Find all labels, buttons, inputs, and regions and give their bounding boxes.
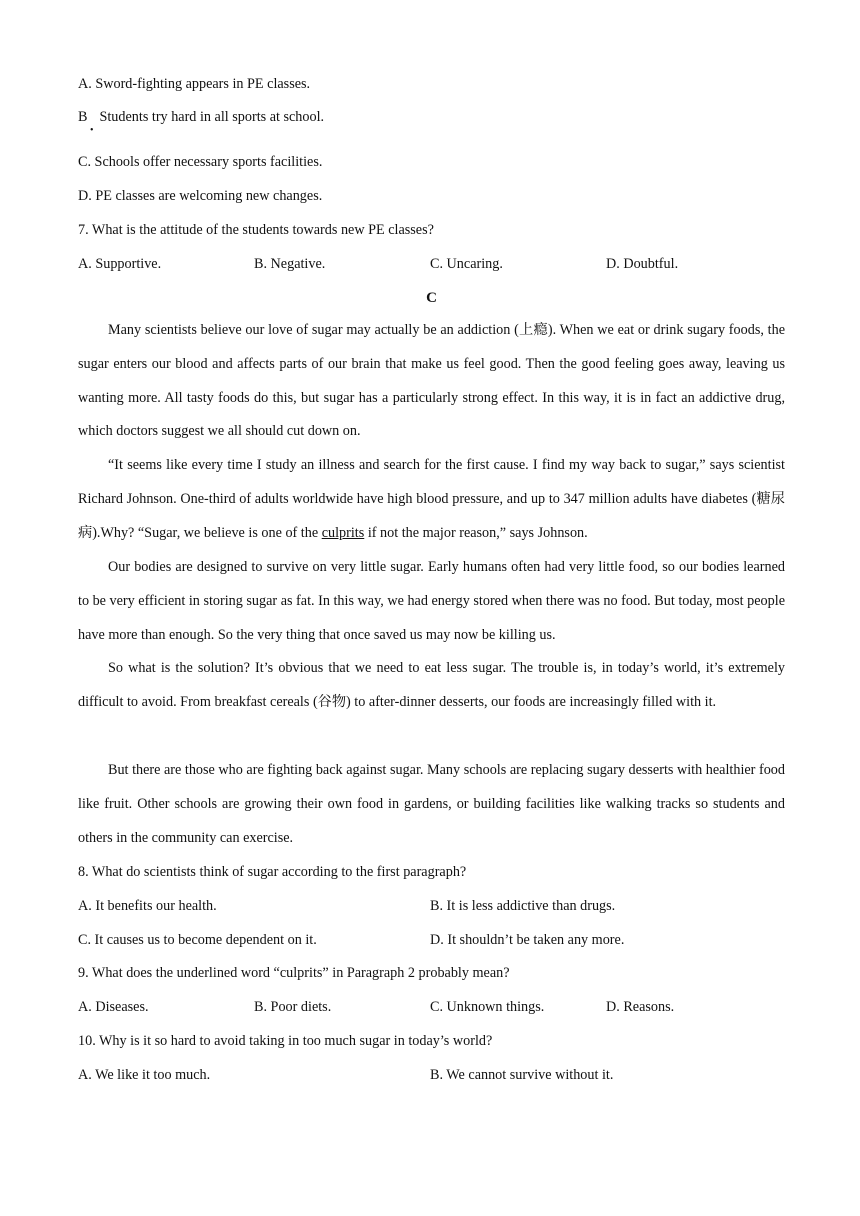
q7-option-b: B. Negative. xyxy=(254,256,326,272)
q8-option-c: C. It causes us to become dependent on it. xyxy=(78,932,317,948)
q9-question: 9. What does the underlined word “culprits” in Paragraph 2 probably mean? xyxy=(78,965,510,981)
q10-option-b: B. We cannot survive without it. xyxy=(430,1067,614,1083)
q6-option-b-text: Students try hard in all sports at school. xyxy=(99,109,325,125)
q7-option-d: D. Doubtful. xyxy=(606,256,679,272)
q6-option-b-letter: B xyxy=(78,109,88,125)
paragraph-2-text-start: “It seems like every time I study an illness and search for the first cause. I find my way back to sugar,” says scientist Richard Johnson. One-third of adults worldwide have high blood pressure, and up to 347 million adults have diabetes (糖尿病).Why? “Sugar, we believe is one of the xyxy=(78,457,785,541)
exam-page xyxy=(78,0,785,1216)
q9-option-c: C. Unknown things. xyxy=(430,999,545,1015)
q7-option-a: A. Supportive. xyxy=(78,256,162,272)
q8-question: 8. What do scientists think of sugar according to the first paragraph? xyxy=(78,864,467,880)
paragraph-2-text-end: if not the major reason,” says Johnson. xyxy=(364,524,588,541)
passage-paragraph-3: Our bodies are designed to survive on very little sugar. Early humans often had very little food, so our bodies learned to be very efficient in storing sugar as fat. In this way, we had energy stored when there was no food. But today, most people have more than enough. So the very thing that once saved us may now be killing us. xyxy=(78,559,785,643)
q8-option-b: B. It is less addictive than drugs. xyxy=(430,898,616,914)
q10-question: 10. Why is it so hard to avoid taking in too much sugar in today’s world? xyxy=(78,1033,493,1049)
q7-question: 7. What is the attitude of the students towards new PE classes? xyxy=(78,222,434,238)
passage-paragraph-4: So what is the solution? It’s obvious that we need to eat less sugar. The trouble is, in today’s world, it’s extremely difficult to avoid. From breakfast cereals (谷物) to after-dinner desserts, our foods are increasingly filled with it. xyxy=(78,660,785,710)
passage-paragraph-1: Many scientists believe our love of sugar may actually be an addiction (上瘾). When we eat or drink sugary foods, the sugar enters our blood and affects parts of our brain that make us feel good. Then the good feeling goes away, leaving us wanting more. All tasty foods do this, but sugar has a particularly strong effect. In this way, it is in fact an addictive drug, which doctors suggest we all should cut down on. xyxy=(78,322,785,440)
underlined-word-culprits: culprits xyxy=(321,524,365,541)
q6-option-d: D. PE classes are welcoming new changes. xyxy=(78,188,323,204)
q10-option-a: A. We like it too much. xyxy=(78,1067,211,1083)
q9-option-d: D. Reasons. xyxy=(606,999,675,1015)
q8-option-a: A. It benefits our health. xyxy=(78,898,217,914)
q6-option-c: C. Schools offer necessary sports facilities. xyxy=(78,154,323,170)
q9-option-b: B. Poor diets. xyxy=(254,999,332,1015)
q8-option-d: D. It shouldn’t be taken any more. xyxy=(430,932,625,948)
q6-option-a: A. Sword-fighting appears in PE classes. xyxy=(78,76,311,92)
q7-option-c: C. Uncaring. xyxy=(430,256,503,272)
q6-option-b xyxy=(78,107,324,127)
passage-paragraph-2 xyxy=(78,449,785,550)
passage-paragraph-5: But there are those who are fighting back against sugar. Many schools are replacing sugary desserts with healthier food like fruit. Other schools are growing their own food in gardens, or building facilities like walking tracks so students and others in the community can exercise. xyxy=(78,762,785,846)
stray-dot-mark: • xyxy=(90,125,94,136)
q9-option-a: A. Diseases. xyxy=(78,999,149,1015)
section-heading: C xyxy=(426,290,437,306)
